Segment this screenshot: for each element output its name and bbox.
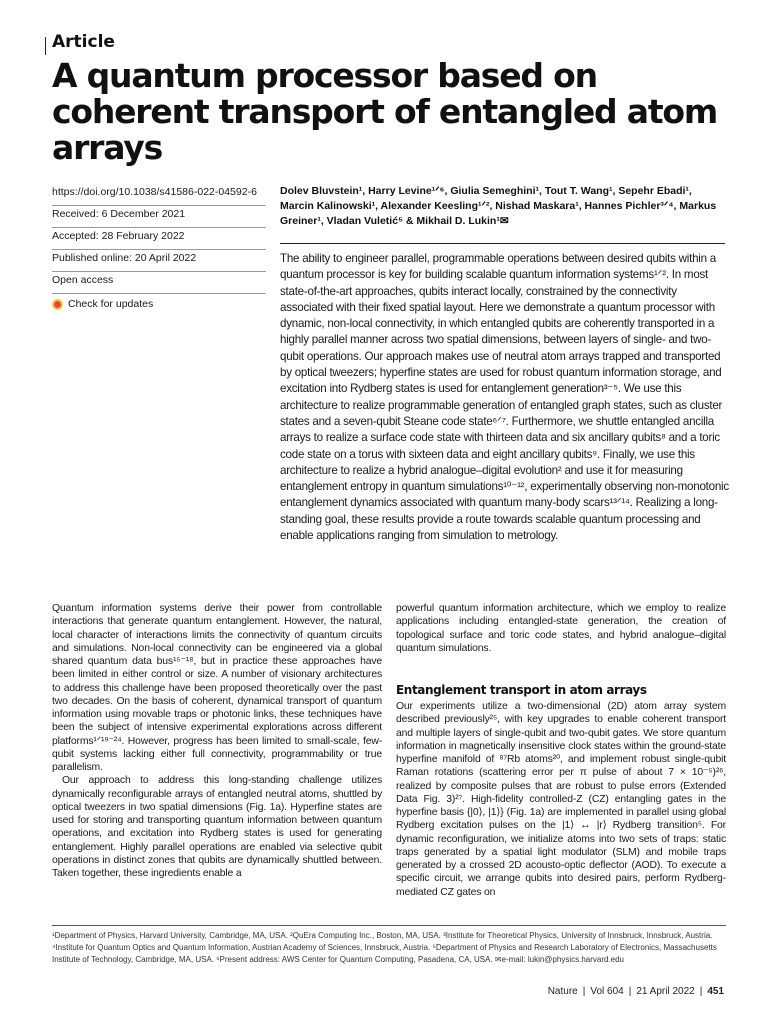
- article-label-bar: [45, 37, 46, 55]
- abstract-text: The ability to engineer parallel, programmable operations between desired qubits within a quantum processor is key for building scalable quantum information systems¹ᐟ². In most state-of-the-art approaches, qubits interact locally, constrained by the connectivity associated with their fixed spatial layout. Here we demonstrate a quantum processor with dynamic, non-local connectivity, in which entangled qubits are coherently transported in a highly parallel manner across two spatial dimensions, between layers of single- and two-qubit operations. Our approach makes use of neutral atom arrays trapped and transported by optical tweezers; hyperfine states are used for robust quantum information storage, and excitation into Rydberg states is used for entanglement generation³⁻⁵. We use this architecture to realize programmable generation of entangled graph states, such as cluster states and a seven-qubit Steane code state⁶ᐟ⁷. Furthermore, we shuttle entangled ancilla arrays to realize a surface code state with thirteen data and six ancillary qubits⁸ and a toric code state on a torus with sixteen data and eight ancillary qubits⁹. Finally, we use this architecture to realize a hybrid analogue–digital evolution² and use it for measuring entanglement entropy in quantum simulations¹⁰⁻¹², experimentally observing non-monotonic entanglement dynamics associated with quantum many-body scars¹³ᐟ¹⁴. Realizing a long-standing goal, these results provide a route towards scalable quantum processing and enable applications ranging from simulation to metrology.: [280, 252, 729, 543]
- journal-name: Nature: [547, 986, 578, 997]
- body-paragraph: Our experiments utilize a two-dimensional (2D) atom array system described previously²⁵, with key upgrades to enable coherent transport and multiple layers of single-qubit and two-qubit gates. We store quantum information in magnetically insensitive clock states within the ground-state hyperfine manifold of ⁸⁷Rb atoms²⁰, and implement robust single-qubit Raman rotations (scattering error per π pulse of about 7 × 10⁻⁵)²⁶, realized by composite pulses that are robust to pulse errors (Extended Data Fig. 3)²⁷. High-fidelity controlled-Z (CZ) entangling gates in the hyperfine basis {|0⟩, |1⟩} (Fig. 1a) are implemented in parallel using global Rydberg excitation pulses on the |1⟩ ↔ |r⟩ Rydberg transition⁵. For dynamic reconfiguration, we initialize atoms into two sets of traps: static traps generated by a spatial light modulator (SLM) and mobile traps generated by a crossed 2D acousto-optic deflector (AOD). To execute a specific circuit, we arrange qubits into desired pairs, perform Rydberg-mediated CZ gates on: [396, 701, 726, 898]
- check-updates-icon: [52, 299, 63, 310]
- body-paragraph: powerful quantum information architecture, which we employ to realize applications including entangled-state generation, the creation of topological surface and toric code states, and hybrid analogue–digital quantum simulations.: [396, 603, 726, 654]
- open-access-label: Open access: [52, 272, 266, 294]
- footnote-divider: [52, 925, 726, 926]
- page-number: 451: [707, 986, 724, 997]
- published-date: Published online: 20 April 2022: [52, 250, 266, 272]
- affiliation-footnotes: [52, 930, 732, 966]
- article-type-label: Article: [52, 32, 115, 52]
- page-footer: Nature | Vol 604 | 21 April 2022 | 451: [547, 986, 724, 997]
- body-column-right: [396, 602, 726, 655]
- author-list: Dolev Bluvstein¹, Harry Levine¹ᐟ⁶, Giulia Semeghini¹, Tout T. Wang¹, Sepehr Ebadi¹, Marcin Kalinowski¹, Alexander Keesling¹ᐟ², Nishad Maskara¹, Hannes Pichler³ᐟ⁴, Markus Greiner¹, Vladan Vuletić⁵ & Mikhail D. Lukin¹✉: [280, 185, 717, 227]
- body-paragraph: Quantum information systems derive their power from controllable interactions that generate quantum entanglement. However, the natural, local character of interactions limits the connectivity of quantum circuits and simulations. Non-local connectivity can be engineered via a global shared quantum data bus¹⁵⁻¹⁸, but in practice these approaches have been limited in either control or size. A number of visionary architectures to address this challenge have been proposed theoretically over the past two decades. On the basis of coherent, dynamical transport of quantum information using movable traps or photonic links, these techniques have been the subject of intensive experimental explorations across different platforms¹ᐟ¹⁹⁻²⁴. However, progress has been limited to small-scale, few-qubit systems lacking either full connectivity, programmability or true parallelism.: [52, 603, 382, 773]
- issue-date: 21 April 2022: [636, 986, 695, 997]
- body-paragraph: Our approach to address this long-standing challenge utilizes dynamically reconfigurable arrays of entangled neutral atoms, shuttled by optical tweezers in two spatial dimensions (Fig. 1a). Hyperfine states are used for storing and transporting quantum information between quantum operations, and excitation into Rydberg states is used for generating entanglement. Highly parallel operations are enabled via selective qubit operations in distinct zones that qubits are dynamically shuttled between. Taken together, these ingredients enable a: [52, 775, 382, 879]
- article-metadata: [52, 184, 266, 316]
- body-column-left: [52, 602, 382, 880]
- check-updates-label: Check for updates: [68, 297, 154, 310]
- footnote-line: Institute of Technology, Cambridge, MA, USA. ⁶Present address: AWS Center for Quantum Computing, Pasadena, CA, USA. ✉e-mail: lukin@physics.harvard.edu: [52, 955, 625, 964]
- received-date: Received: 6 December 2021: [52, 206, 266, 228]
- journal-volume: Vol 604: [590, 986, 624, 997]
- check-for-updates-link[interactable]: [52, 294, 266, 316]
- body-column-right-section: [396, 700, 726, 899]
- doi-link[interactable]: https://doi.org/10.1038/s41586-022-04592-6: [52, 184, 266, 206]
- section-heading: Entanglement transport in atom arrays: [396, 683, 647, 697]
- article-title: A quantum processor based on coherent transport of entangled atom arrays: [52, 56, 718, 167]
- accepted-date: Accepted: 28 February 2022: [52, 228, 266, 250]
- abstract-divider: [280, 243, 725, 244]
- footnote-line: ⁴Institute for Quantum Optics and Quantum Information, Austrian Academy of Sciences, Innsbruck, Austria. ⁵Department of Physics and Research Laboratory of Electronics, Massachusetts: [52, 943, 717, 952]
- footnote-line: ¹Department of Physics, Harvard University, Cambridge, MA, USA. ²QuEra Computing Inc., Boston, MA, USA. ³Institute for Theoretical Physics, University of Innsbruck, Innsbruck, Austria.: [52, 931, 713, 940]
